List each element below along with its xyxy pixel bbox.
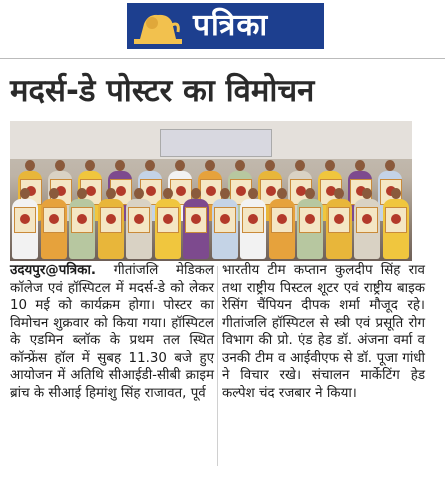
photo-person-head — [362, 188, 372, 199]
photo-person-head — [163, 188, 173, 199]
newspaper-masthead — [127, 3, 324, 49]
column-divider — [217, 266, 218, 466]
lion-emblem-icon — [127, 3, 189, 49]
group-photo — [10, 121, 412, 261]
photo-person-head — [20, 188, 30, 199]
photo-person-head — [191, 188, 201, 199]
photo-poster — [157, 207, 179, 233]
photo-person-head — [305, 188, 315, 199]
photo-person-head — [355, 160, 365, 171]
photo-poster — [185, 207, 207, 233]
photo-poster — [328, 207, 350, 233]
photo-poster — [71, 207, 93, 233]
photo-poster — [100, 207, 122, 233]
photo-poster — [242, 207, 264, 233]
photo-poster — [43, 207, 65, 233]
photo-person-head — [325, 160, 335, 171]
photo-poster — [14, 207, 36, 233]
article-right-column — [222, 262, 425, 402]
article-left-column — [10, 262, 214, 402]
photo-person-head — [220, 188, 230, 199]
article-headline: मदर्स-डे पोस्टर का विमोचन — [10, 73, 315, 109]
photo-person-head — [106, 188, 116, 199]
article-left-body: गीतांजलि मेडिकल कॉलेज एवं हॉस्पिटल में मदर्स-डे को लेकर 10 मई को कार्यक्रम होगा। पोस्टर का विमोचन शुक्रवार को किया गया। हॉस्पिटल के एडमिन ब्लॉक के प्रथम तल स्थित कॉन्फ्रेंस हॉल में सुबह 11.30 बजे हुए आयोजन में अतिथि सीआईडी-सीबी क्राइम ब्रांच के सीआई हिमांशु सिंह राजावत, पूर्व — [10, 263, 214, 401]
top-divider — [0, 58, 445, 59]
photo-person-head — [205, 160, 215, 171]
photo-person-head — [145, 160, 155, 171]
photo-person-head — [334, 188, 344, 199]
photo-screen — [160, 129, 272, 157]
photo-poster — [299, 207, 321, 233]
photo-person-head — [248, 188, 258, 199]
photo-person-head — [77, 188, 87, 199]
article-left-text — [10, 262, 214, 402]
photo-person-head — [265, 160, 275, 171]
photo-poster — [128, 207, 150, 233]
article-dateline: उदयपुर@पत्रिका. — [10, 263, 96, 278]
photo-person-head — [391, 188, 401, 199]
photo-poster — [214, 207, 236, 233]
photo-poster — [356, 207, 378, 233]
photo-person-head — [385, 160, 395, 171]
photo-person-head — [277, 188, 287, 199]
photo-poster — [385, 207, 407, 233]
photo-person-head — [49, 188, 59, 199]
photo-person-head — [295, 160, 305, 171]
photo-person-head — [115, 160, 125, 171]
photo-person-head — [85, 160, 95, 171]
photo-person-head — [175, 160, 185, 171]
photo-person-head — [134, 188, 144, 199]
article-right-body: भारतीय टीम कप्तान कुलदीप सिंह राव तथा राष्ट्रीय पिस्टल शूटर एवं राष्ट्रीय बाइक रेसिंग चैंपियन दीपक शर्मा मौजूद रहे। गीतांजलि हॉस्पिटल से स्त्री एवं प्रसूति रोग विभाग की प्रो. एंड हेड डॉ. अंजना वर्मा व उनकी टीम व आईवीएफ से डॉ. पूजा गांधी ने विचार रखे। संचालन मार्केटिंग हेड कल्पेश चंद रजबार ने किया। — [222, 263, 425, 401]
photo-person-head — [55, 160, 65, 171]
photo-person-head — [235, 160, 245, 171]
photo-poster — [271, 207, 293, 233]
photo-person-head — [25, 160, 35, 171]
brand-name: पत्रिका — [193, 8, 269, 43]
